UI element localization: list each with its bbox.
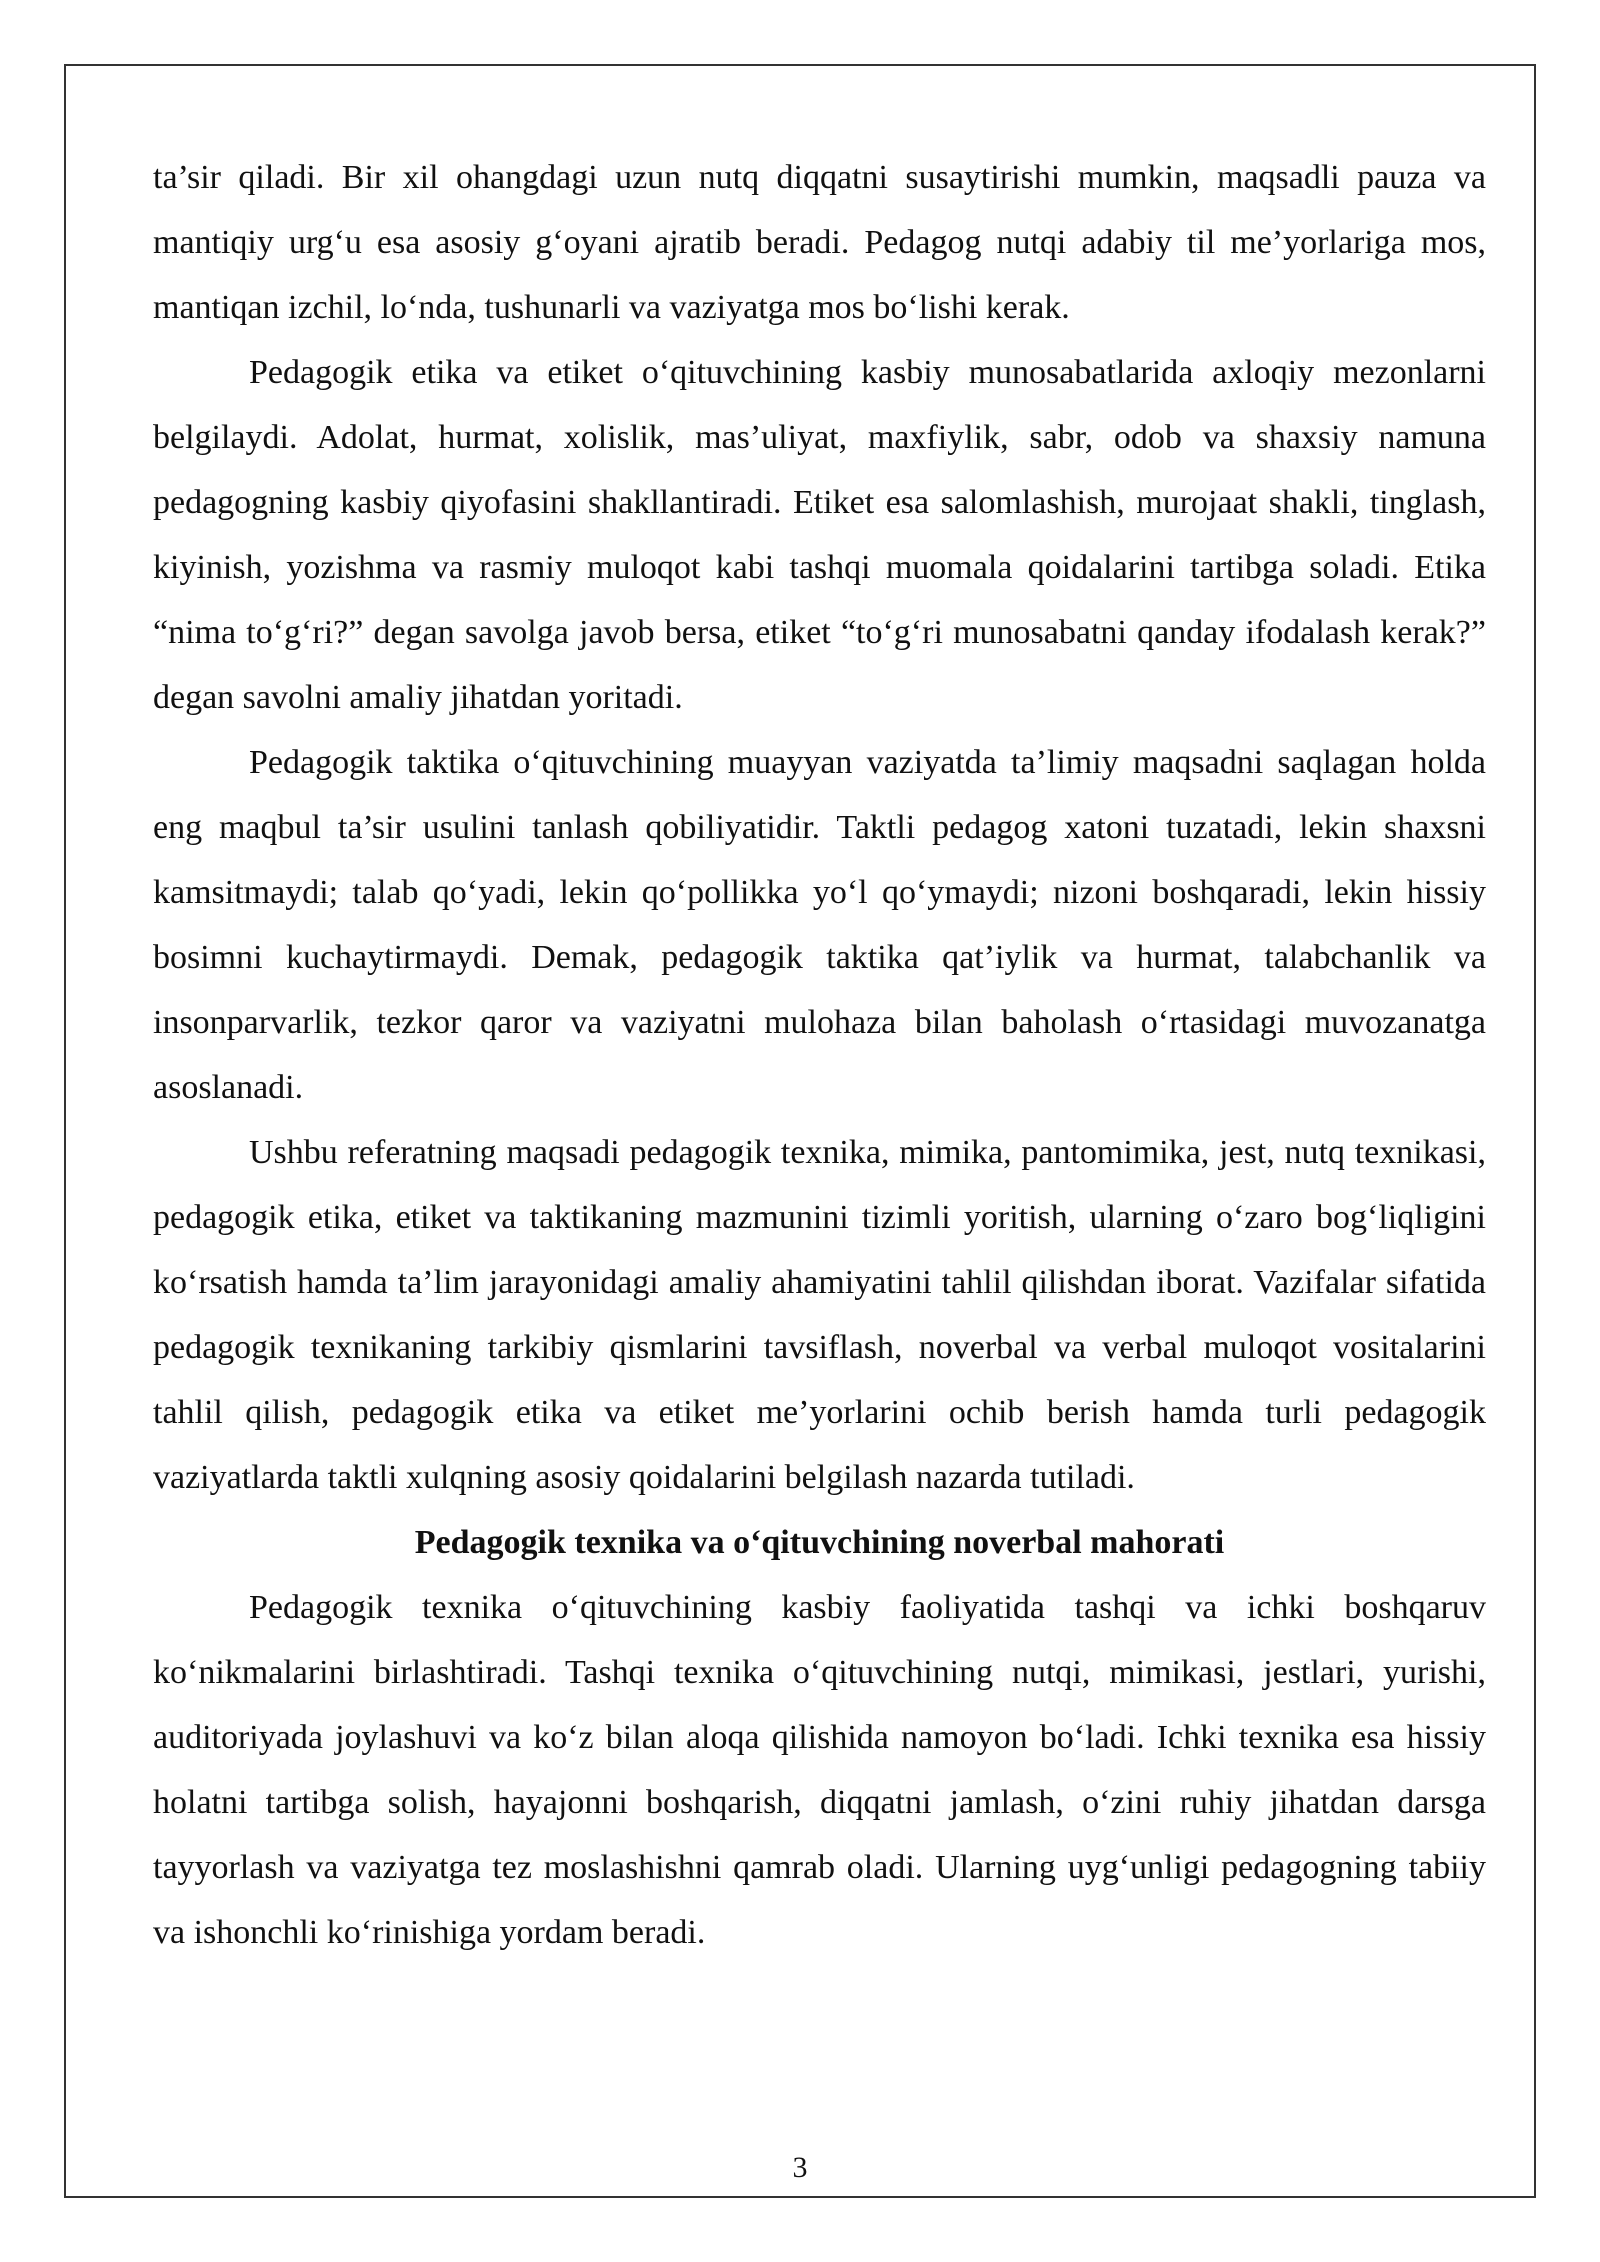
paragraph-pedagogical-tact: Pedagogik taktika o‘qituvchining muayyan vaziyatda ta’limiy maqsadni saqlagan holda eng maqbul ta’sir usulini tanlash qobiliyatidir. Taktli pedagog xatoni tuzatadi, lekin shaxsni kamsitmaydi; talab qo‘yadi, lekin qo‘pollikka yo‘l qo‘ymaydi; nizoni boshqaradi, lekin hissiy bosimni kuchaytirmaydi. Demak, pedagogik taktika qat’iylik va hurmat, talabchanlik va insonparvarlik, tezkor qaror va vaziyatni mulohaza bilan baholash o‘rtasidagi muvozanatga asoslanadi. <box>153 744 1486 1106</box>
section-heading: Pedagogik texnika va o‘qituvchining noverbal mahorati <box>414 1524 1225 1561</box>
document-body <box>153 145 1486 1965</box>
page-number: 3 <box>792 2151 808 2184</box>
paragraph-aim-of-report: Ushbu referatning maqsadi pedagogik texnika, mimika, pantomimika, jest, nutq texnikasi, pedagogik etika, etiket va taktikaning mazmunini tizimli yoritish, ularning o‘zaro bog‘liqligini ko‘rsatish hamda ta’lim jarayonidagi amaliy ahamiyatini tahlil qilishdan iborat. Vazifalar sifatida pedagogik texnikaning tarkibiy qismlarini tavsiflash, noverbal va verbal muloqot vositalarini tahlil qilish, pedagogik etika va etiket me’yorlarini ochib berish hamda turli pedagogik vaziyatlarda taktli xulqning asosiy qoidalarini belgilash nazarda tutiladi. <box>153 1134 1486 1496</box>
paragraph-continuation: ta’sir qiladi. Bir xil ohangdagi uzun nutq diqqatni susaytirishi mumkin, maqsadli pauza va mantiqiy urg‘u esa asosiy g‘oyani ajratib beradi. Pedagog nutqi adabiy til me’yorlariga mos, mantiqan izchil, lo‘nda, tushunarli va vaziyatga mos bo‘lishi kerak. <box>153 159 1486 326</box>
paragraph-pedagogical-technique: Pedagogik texnika o‘qituvchining kasbiy faoliyatida tashqi va ichki boshqaruv ko‘nikmalarini birlashtiradi. Tashqi texnika o‘qituvchining nutqi, mimikasi, jestlari, yurishi, auditoriyada joylashuvi va ko‘z bilan aloqa qilishida namoyon bo‘ladi. Ichki texnika esa hissiy holatni tartibga solish, hayajonni boshqarish, diqqatni jamlash, o‘zini ruhiy jihatdan darsga tayyorlash va vaziyatga tez moslashishni qamrab oladi. Ularning uyg‘unligi pedagogning tabiiy va ishonchli ko‘rinishiga yordam beradi. <box>153 1589 1486 1951</box>
paragraph-ethics-etiquette: Pedagogik etika va etiket o‘qituvchining kasbiy munosabatlarida axloqiy mezonlarni belgilaydi. Adolat, hurmat, xolislik, mas’uliyat, maxfiylik, sabr, odob va shaxsiy namuna pedagogning kasbiy qiyofasini shakllantiradi. Etiket esa salomlashish, murojaat shakli, tinglash, kiyinish, yozishma va rasmiy muloqot kabi tashqi muomala qoidalarini tartibga soladi. Etika “nima to‘g‘ri?” degan savolga javob bersa, etiket “to‘g‘ri munosabatni qanday ifodalash kerak?” degan savolni amaliy jihatdan yoritadi. <box>153 354 1486 716</box>
